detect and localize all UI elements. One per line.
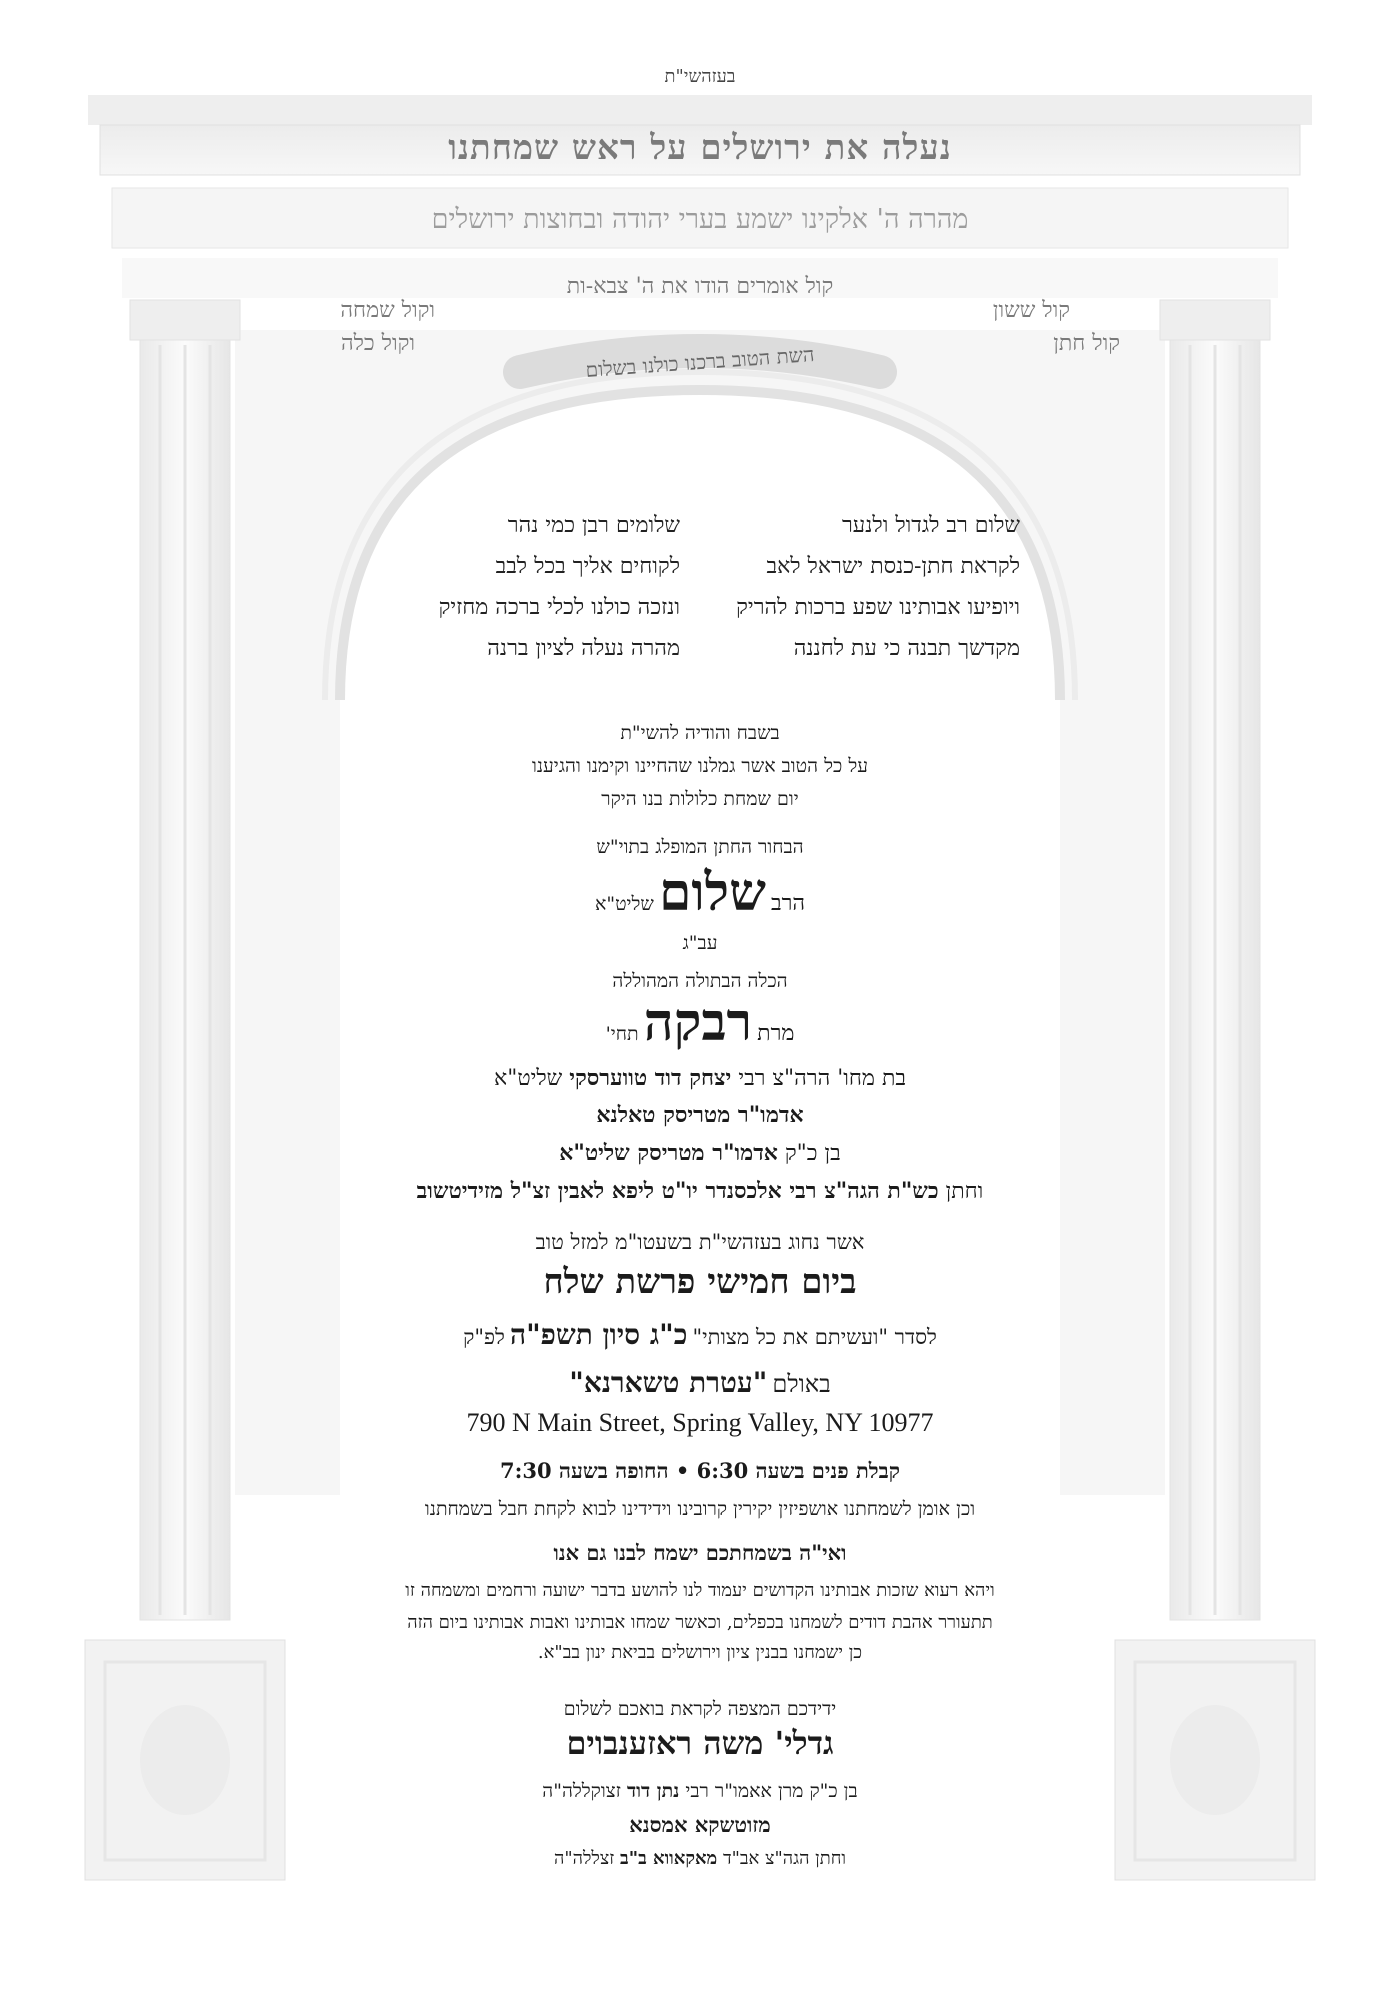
event-times: קבלת פנים בשעה 6:30 • החופה בשעה 7:30 <box>500 1458 900 1483</box>
signature-l5-b: מאקאווא ב"ב <box>620 1848 718 1869</box>
poem-verse: מקדשך תבנה כי עת לחננה <box>793 636 1020 661</box>
bride-father-name: יצחק דוד טווערסקי <box>569 1065 732 1091</box>
poem-verse: לקוחים אליך בכל לבב <box>495 554 680 579</box>
poem-row <box>380 553 1020 594</box>
ab-g: עב"ג <box>682 932 718 954</box>
header-line-3: קול אומרים הודו את ה' צבא-ות <box>566 274 834 299</box>
header-right-top: קול ששון <box>992 298 1070 323</box>
poem-verse: מהרה נעלה לציון ברנה <box>487 636 680 661</box>
poem-verse: שלומים רבן כמי נהר <box>507 513 680 538</box>
bride-prefix: מרת <box>757 1021 795 1046</box>
bride-father-l4-b: כש"ת הגה"צ רבי אלכסנדר יו"ט ליפא לאבין זצ"ל מזידיטשוב <box>416 1178 939 1204</box>
signature-l3-b: נתן דוד <box>627 1780 680 1802</box>
venue-name: "עטרת טשארנא" <box>569 1366 768 1399</box>
signature-l3-c: זצוקללה"ה <box>542 1780 621 1802</box>
poem-verse: שלום רב לגדול ולנער <box>842 513 1020 538</box>
poem-verse: ויופיעו אבותינו שפע ברכות להריק <box>736 595 1020 620</box>
signature-name: גדלי' משה ראזענבוים <box>566 1724 834 1762</box>
header-left-top: וקול שמחה <box>340 298 435 323</box>
event-line-4 <box>0 1366 1400 1400</box>
event-line-2: ביום חמישי פרשת שלח <box>543 1262 857 1302</box>
poem-verse: לקראת חתן-כנסת ישראל לאב <box>766 554 1020 579</box>
bride-father-line-1 <box>0 1065 1400 1091</box>
poem-row <box>380 635 1020 676</box>
header-line-1: נעלה את ירושלים על ראש שמחתנו <box>448 128 952 168</box>
intro-line-3: יום שמחת כלולות בנו היקר <box>601 788 799 810</box>
signature-l3-a: בן כ"ק מרן אאמו"ר רבי <box>685 1780 858 1802</box>
event-line-1: אשר נחוג בעזהשי"ת בשעטו"מ למזל טוב <box>535 1230 865 1254</box>
event-line-7: ואי"ה בשמחתכם ישמח לבנו גם אנו <box>553 1540 847 1565</box>
bride-father-line-3 <box>0 1140 1400 1166</box>
groom-line <box>0 862 1400 923</box>
bride-father-l4-a: וחתן <box>945 1179 984 1204</box>
signature-line-1: ידידכם המצפה לקראת בואכם לשלום <box>563 1698 837 1720</box>
bride-father-line-2: אדמו"ר מטריסק טאלנא <box>596 1102 804 1128</box>
bride-father-l3-a: בן כ"ק <box>784 1141 841 1166</box>
bride-intro: הכלה הבתולה המהוללה <box>612 970 788 992</box>
bride-father-l1-a: בת מחו' הרה"צ רבי <box>738 1066 906 1091</box>
event-line-6: וכן אומן לשמחתנו אושפיזין יקירין קרובינו וידידינו לבוא לקחת חבל בשמחתנו <box>424 1498 976 1520</box>
header-line-2: מהרה ה' אלקינו ישמע בערי יהודה ובחוצות ירושלים <box>431 204 969 235</box>
signature-l5-c: זצללה"ה <box>554 1848 615 1869</box>
signature-line-3 <box>0 1780 1400 1803</box>
event-line-3 <box>0 1318 1400 1352</box>
poem-row <box>380 512 1020 553</box>
intro-line-1: בשבח והודיה להשי"ת <box>620 722 780 744</box>
bride-name: רבקה <box>643 992 753 1053</box>
bride-father-l1-b: שליט"א <box>494 1066 563 1091</box>
signature-l5-a: וחתן הגה"צ אב"ד <box>722 1848 846 1869</box>
venue-prefix: באולם <box>772 1370 831 1398</box>
intro-line-4: הבחור החתן המופלג בתוי"ש <box>596 836 804 858</box>
top-mark: בעזהשי"ת <box>664 66 736 87</box>
groom-prefix: הרב <box>770 891 806 916</box>
poem-verse: ונזכה כולנו לכלי ברכה מחזיק <box>438 595 680 620</box>
header-right-bottom: קול חתן <box>1053 331 1120 356</box>
intro-line-2: על כל הטוב אשר גמלנו שהחיינו וקימנו והגיענו <box>532 755 868 777</box>
event-l3-c: לפ"ק <box>463 1325 505 1349</box>
arc-text: השת הטוב ברכנו כולנו בשלום <box>584 342 816 382</box>
bride-father-line-4 <box>0 1178 1400 1204</box>
event-l3-a: לסדר "ועשיתם את כל מצותי" <box>692 1325 937 1349</box>
groom-name: שלום <box>658 862 766 923</box>
signature-line-4: מזוטשקא אמסנא <box>629 1812 771 1837</box>
header-left-bottom: וקול כלה <box>340 331 415 356</box>
bride-suffix: תחי' <box>605 1023 639 1045</box>
event-line-9: תתעורר אהבת דודים לשמחנו בכפלים, וכאשר שמחו אבותינו ואבות אבותינו ביום הזה <box>407 1612 993 1633</box>
event-line-8: ויהא רעוא שזכות אבותינו הקדושים יעמוד לנו להושע בדבר ישועה ורחמים ומשמחה זו <box>405 1580 995 1601</box>
groom-suffix: שליט"א <box>594 893 654 915</box>
signature-line-5 <box>0 1848 1400 1869</box>
event-date: כ"ג סיון תשפ"ה <box>509 1318 688 1351</box>
bride-father-l3-b: אדמו"ר מטריסק שליט"א <box>559 1140 778 1166</box>
poem-block <box>380 512 1020 676</box>
event-line-10: כן ישמחנו בבנין ציון וירושלים בביאת ינון בב"א. <box>537 1642 863 1663</box>
bride-line <box>0 992 1400 1053</box>
address: 790 N Main Street, Spring Valley, NY 10977 <box>466 1408 934 1437</box>
poem-row <box>380 594 1020 635</box>
